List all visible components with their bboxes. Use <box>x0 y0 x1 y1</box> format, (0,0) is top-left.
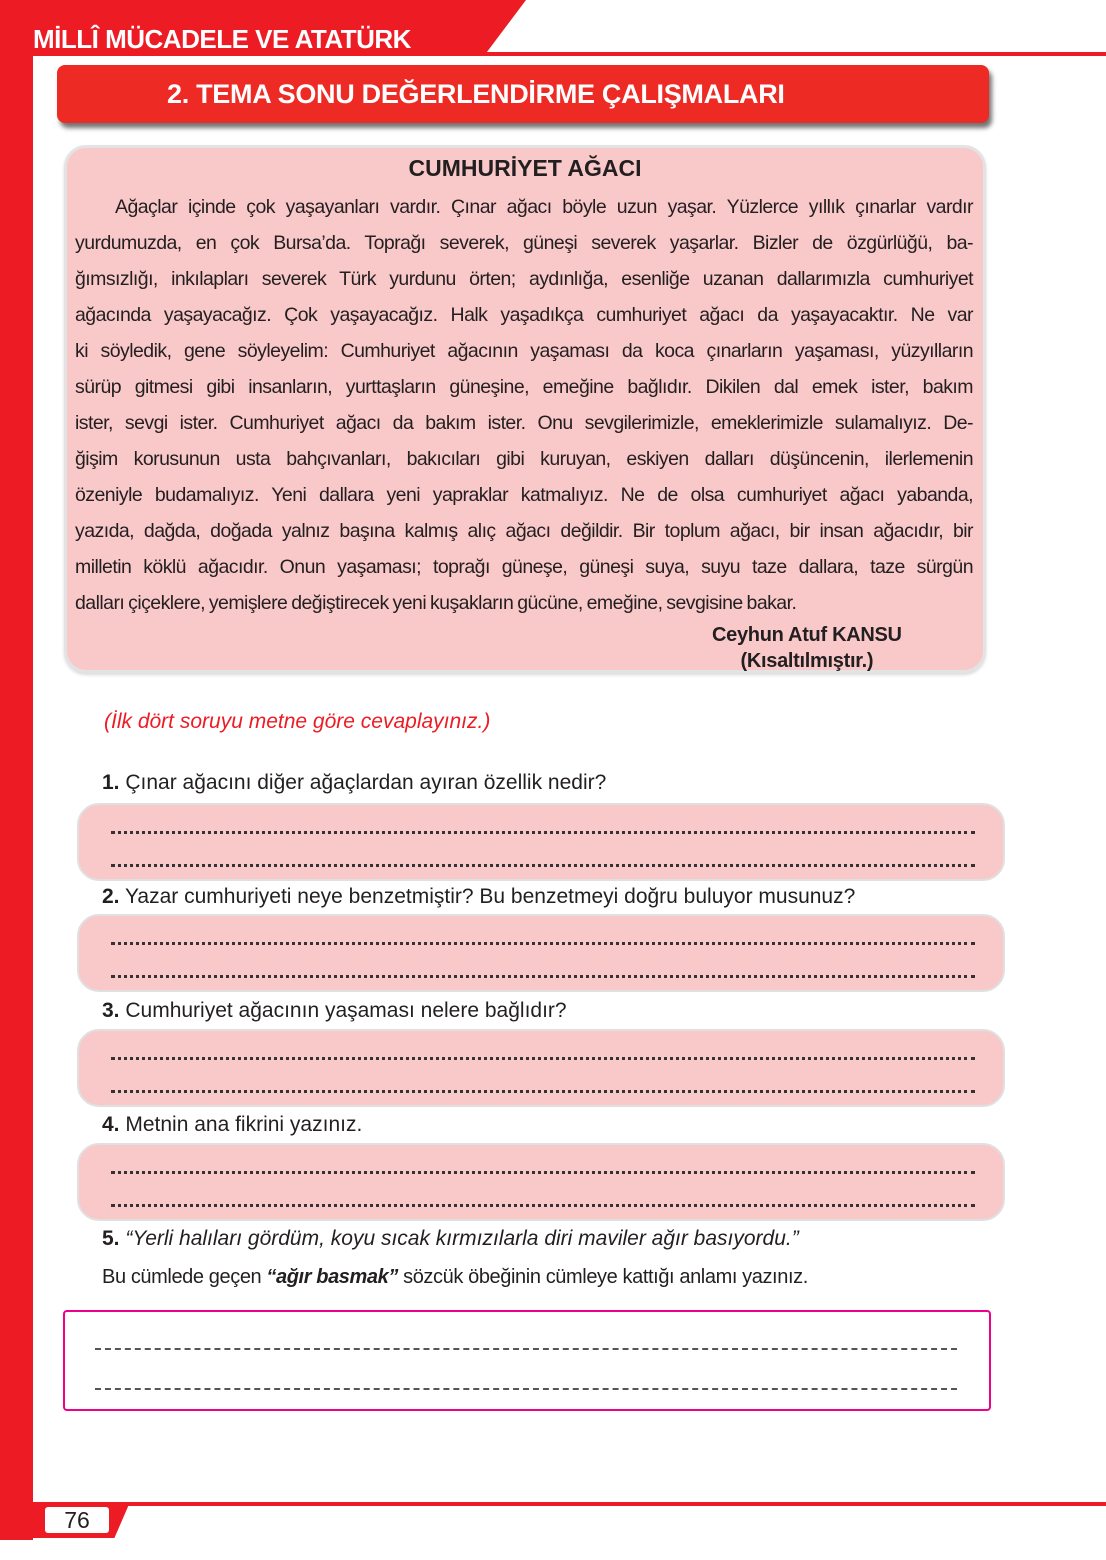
answer-line <box>95 1388 957 1390</box>
question-number: 2. <box>102 885 120 908</box>
question-text: Cumhuriyet ağacının yaşaması nelere bağlıdır? <box>119 999 567 1022</box>
question-1 <box>102 771 606 795</box>
question-5 <box>102 1227 799 1251</box>
unit-title: MİLLÎ MÜCADELE VE ATATÜRK <box>33 24 411 54</box>
question-number: 5. <box>102 1227 120 1250</box>
passage-text <box>75 189 973 621</box>
passage-line: ki söyledik, gene söyleyelim: Cumhuriyet ağacının yaşaması da koca çınarların yaşaması, yüzyılların <box>75 340 973 362</box>
question-text: Yazar cumhuriyeti neye benzetmiştir? Bu benzetmeyi doğru buluyor musunuz? <box>119 885 856 908</box>
passage-line: dalları çiçeklere, yemişlere değiştirecek yeni kuşakların gücüne, emeğine, sevgisine bakar. <box>75 592 797 614</box>
passage-line: ğımsızlığı, inkılapları severek Türk yurdunu örten; aydınlığa, esenliğe uzanan dallarımızla cumhuriyet <box>75 268 973 290</box>
prompt-text: Bu cümlede geçen <box>102 1266 267 1288</box>
answer-box-4[interactable] <box>77 1143 1005 1221</box>
passage-line: sürüp gitmesi gibi insanların, yurttaşların güneşine, emeğine bağlıdır. Dikilen dal emek ister, bakım <box>75 376 973 398</box>
answer-box-1[interactable] <box>77 803 1005 881</box>
question-text: Çınar ağacını diğer ağaçlardan ayıran özellik nedir? <box>119 771 607 794</box>
passage-title: CUMHURİYET AĞACI <box>408 155 642 181</box>
answer-line <box>111 1204 975 1207</box>
page-number: 76 <box>45 1507 109 1533</box>
answer-line <box>111 1090 975 1093</box>
question-number: 4. <box>102 1113 120 1136</box>
answer-line <box>111 1171 975 1174</box>
abridged-note: (Kısaltılmıştır.) <box>740 650 874 672</box>
question-4 <box>102 1113 362 1137</box>
passage-author <box>712 622 902 674</box>
footer-rule <box>33 1502 1106 1506</box>
answer-box-2[interactable] <box>77 914 1005 992</box>
key-phrase: “ağır basmak” <box>266 1266 398 1288</box>
answer-line <box>111 831 975 834</box>
passage-line: özeniyle budamalıyız. Yeni dallara yeni yapraklar katmalıyız. Ne de olsa cumhuriyet ağacı yabanda, <box>75 484 973 506</box>
reading-passage-box <box>64 145 986 673</box>
passage-line: yurdumuzda, en çok Bursa’da. Toprağı severek, güneşi severek yaşarlar. Bizler de özgürlüğü, ba- <box>75 232 973 254</box>
question-quote: “Yerli halıları gördüm, koyu sıcak kırmızılarla diri maviler ağır basıyordu.” <box>119 1227 799 1250</box>
prompt-text: sözcük öbeğinin cümleye kattığı anlamı yazınız. <box>397 1266 808 1288</box>
passage-line: ağacında yaşayacağız. Çok yaşayacağız. Halk yaşadıkça cumhuriyet ağacı da yaşayacaktır. Ne var <box>75 304 973 326</box>
answer-box-5[interactable] <box>63 1310 991 1411</box>
answer-line <box>111 864 975 867</box>
question-number: 1. <box>102 771 120 794</box>
author-name: Ceyhun Atuf KANSU <box>712 624 902 646</box>
passage-line: ğişim korusunun usta bahçıvanları, bakıcıları gibi kuruyan, eskiyen dalları düşüncenin, ilerlemenin <box>75 448 973 470</box>
question-text: Metnin ana fikrini yazınız. <box>119 1113 363 1136</box>
answer-line <box>111 975 975 978</box>
passage-line: yazıda, dağda, doğada yalnız başına kalmış alıç ağacı değildir. Bir toplum ağacı, bir insan ağacıdır, bir <box>75 520 973 542</box>
passage-line: ister, sevgi ister. Cumhuriyet ağacı da bakım ister. Onu sevgilerimizle, emeklerimizle sulamalıyız. De- <box>75 412 973 434</box>
answer-line <box>111 1057 975 1060</box>
answer-line <box>95 1348 957 1350</box>
question-3 <box>102 999 567 1023</box>
answer-line <box>111 942 975 945</box>
left-margin-bar <box>0 0 33 1540</box>
passage-line: Ağaçlar içinde çok yaşayanları vardır. Çınar ağacı böyle uzun yaşar. Yüzlerce yıllık çınarlar vardır <box>115 196 973 218</box>
answer-box-3[interactable] <box>77 1029 1005 1107</box>
header-rule <box>470 52 1106 56</box>
passage-line: milletin köklü ağacıdır. Onun yaşaması; toprağı güneşe, güneşi suya, suyu taze dallara, taze sürgün <box>75 556 973 578</box>
section-title-banner: 2. TEMA SONU DEĞERLENDİRME ÇALIŞMALARI <box>57 65 989 123</box>
question-number: 3. <box>102 999 120 1022</box>
question-5-prompt <box>102 1266 808 1289</box>
question-2 <box>102 885 855 909</box>
instruction-text: (İlk dört soruyu metne göre cevaplayınız.) <box>104 710 491 733</box>
